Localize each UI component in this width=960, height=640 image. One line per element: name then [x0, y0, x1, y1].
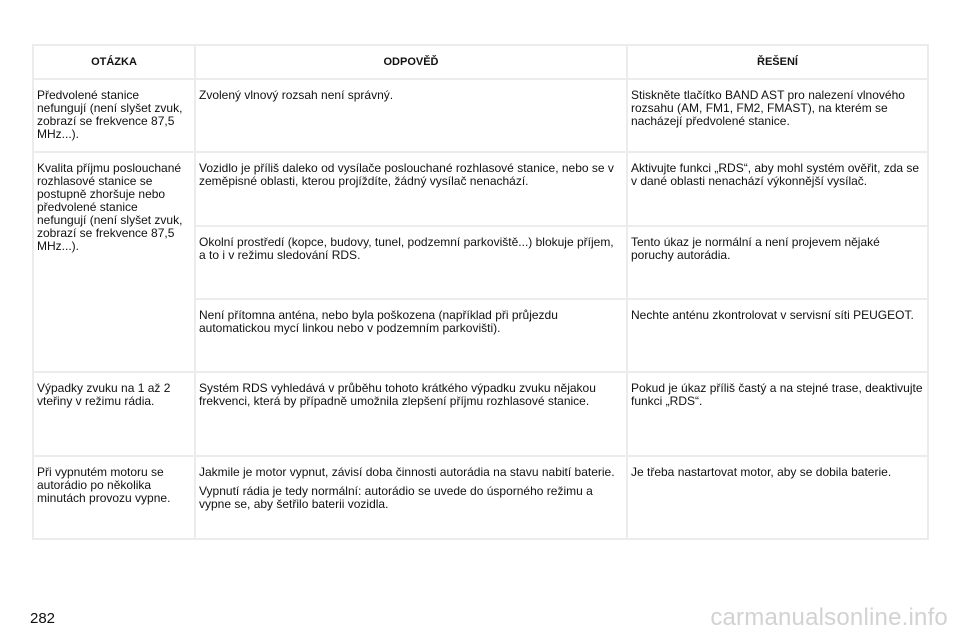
question-cell: Výpadky zvuku na 1 až 2 vteřiny v režimu rádia. — [34, 373, 194, 454]
answer-cell: Není přítomna anténa, nebo byla poškozena (například při průjezdu automatickou mycí linkou nebo v podzemním parkovišti). — [196, 300, 626, 371]
troubleshooting-table — [32, 44, 929, 540]
answer-cell: Vozidlo je příliš daleko od vysílače poslouchané rozhlasové stanice, nebo se v zeměpisné oblasti, kterou projíždíte, žádný vysílač nenachází. — [196, 153, 626, 224]
table-row — [34, 153, 927, 224]
answer-cell: Systém RDS vyhledává v průběhu tohoto krátkého výpadku zvuku nějakou frekvenci, která by případně umožnila zlepšení příjmu rozhlasové stanice. — [196, 373, 626, 454]
solution-cell: Je třeba nastartovat motor, aby se dobila baterie. — [628, 457, 927, 538]
answer-cell: Jakmile je motor vypnut, závisí doba činnosti autorádia na stavu nabití baterie. Vypnutí rádia je tedy normální: autorádio se uvede do úsporného režimu a vypne se, aby šetřilo baterii vozidla. — [196, 457, 626, 538]
page-number: 282 — [30, 610, 56, 627]
header-answer: ODPOVĚĎ — [196, 46, 626, 78]
troubleshooting-table-container — [32, 44, 929, 540]
answer-cell: Zvolený vlnový rozsah není správný. — [196, 80, 626, 151]
table-row — [34, 373, 927, 454]
header-question: OTÁZKA — [34, 46, 194, 78]
question-cell: Kvalita příjmu poslouchané rozhlasové stanice se postupně zhoršuje nebo předvolené stanice nefungují (není slyšet zvuk, zobrazí se frekvence 87,5 MHz...). — [34, 153, 194, 371]
question-cell: Při vypnutém motoru se autorádio po několika minutách provozu vypne. — [34, 457, 194, 538]
solution-cell: Stiskněte tlačítko BAND AST pro nalezení vlnového rozsahu (AM, FM1, FM2, FMAST), na kterém se nacházejí předvolené stanice. — [628, 80, 927, 151]
question-cell: Předvolené stanice nefungují (není slyšet zvuk, zobrazí se frekvence 87,5 MHz...). — [34, 80, 194, 151]
table-row — [34, 457, 927, 538]
answer-cell: Okolní prostředí (kopce, budovy, tunel, podzemní parkoviště...) blokuje příjem, a to i v režimu sledování RDS. — [196, 227, 626, 298]
table-header-row — [34, 46, 927, 78]
header-solution: ŘEŠENÍ — [628, 46, 927, 78]
solution-cell: Pokud je úkaz příliš častý a na stejné trase, deaktivujte funkci „RDS“. — [628, 373, 927, 454]
solution-cell: Tento úkaz je normální a není projevem nějaké poruchy autorádia. — [628, 227, 927, 298]
solution-cell: Nechte anténu zkontrolovat v servisní síti PEUGEOT. — [628, 300, 927, 371]
watermark: carmanualsonline.info — [710, 604, 948, 631]
table-row — [34, 80, 927, 151]
solution-cell: Aktivujte funkci „RDS“, aby mohl systém ověřit, zda se v dané oblasti nenachází výkonnější vysílač. — [628, 153, 927, 224]
